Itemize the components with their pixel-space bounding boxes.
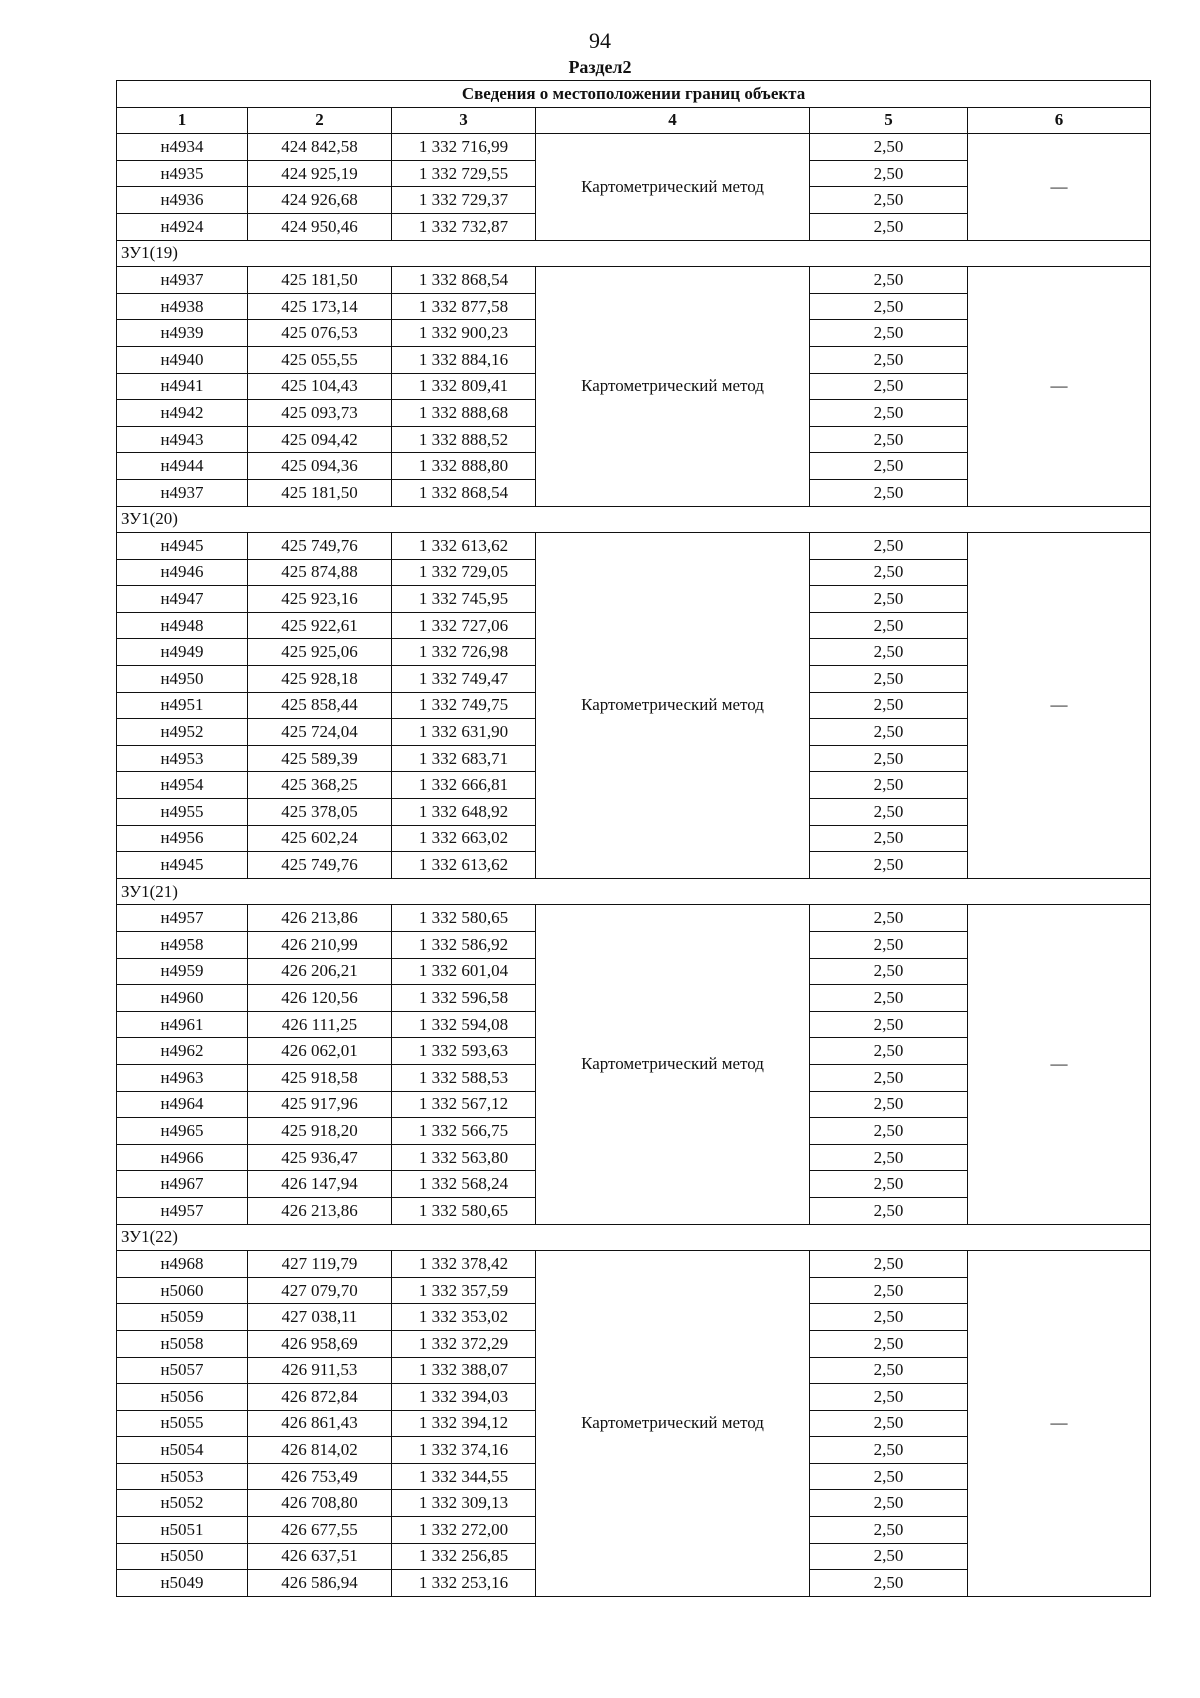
x-coordinate-cell: 425 858,44 bbox=[248, 692, 392, 719]
accuracy-cell: 2,50 bbox=[810, 772, 968, 799]
x-coordinate-cell: 425 724,04 bbox=[248, 719, 392, 746]
y-coordinate-cell: 1 332 868,54 bbox=[392, 267, 536, 294]
point-id-cell: н4947 bbox=[117, 586, 248, 613]
x-coordinate-cell: 426 637,51 bbox=[248, 1543, 392, 1570]
point-id-cell: н5058 bbox=[117, 1330, 248, 1357]
y-coordinate-cell: 1 332 663,02 bbox=[392, 825, 536, 852]
y-coordinate-cell: 1 332 888,80 bbox=[392, 453, 536, 480]
x-coordinate-cell: 424 925,19 bbox=[248, 160, 392, 187]
point-id-cell: н4945 bbox=[117, 533, 248, 560]
point-id-cell: н5052 bbox=[117, 1490, 248, 1517]
accuracy-cell: 2,50 bbox=[810, 1330, 968, 1357]
x-coordinate-cell: 425 922,61 bbox=[248, 612, 392, 639]
point-id-cell: н4937 bbox=[117, 479, 248, 506]
accuracy-cell: 2,50 bbox=[810, 745, 968, 772]
accuracy-cell: 2,50 bbox=[810, 1144, 968, 1171]
y-coordinate-cell: 1 332 394,03 bbox=[392, 1384, 536, 1411]
accuracy-cell: 2,50 bbox=[810, 1543, 968, 1570]
x-coordinate-cell: 425 094,42 bbox=[248, 426, 392, 453]
x-coordinate-cell: 424 950,46 bbox=[248, 213, 392, 240]
y-coordinate-cell: 1 332 868,54 bbox=[392, 479, 536, 506]
y-coordinate-cell: 1 332 888,68 bbox=[392, 400, 536, 427]
y-coordinate-cell: 1 332 580,65 bbox=[392, 905, 536, 932]
point-id-cell: н4949 bbox=[117, 639, 248, 666]
y-coordinate-cell: 1 332 580,65 bbox=[392, 1197, 536, 1224]
accuracy-cell: 2,50 bbox=[810, 1384, 968, 1411]
y-coordinate-cell: 1 332 900,23 bbox=[392, 320, 536, 347]
accuracy-cell: 2,50 bbox=[810, 1437, 968, 1464]
x-coordinate-cell: 425 917,96 bbox=[248, 1091, 392, 1118]
accuracy-cell: 2,50 bbox=[810, 1570, 968, 1597]
group-label: ЗУ1(21) bbox=[117, 878, 1151, 905]
point-id-cell: н4954 bbox=[117, 772, 248, 799]
table-row bbox=[117, 267, 1151, 294]
y-coordinate-cell: 1 332 594,08 bbox=[392, 1011, 536, 1038]
point-id-cell: н4946 bbox=[117, 559, 248, 586]
point-id-cell: н4966 bbox=[117, 1144, 248, 1171]
x-coordinate-cell: 426 111,25 bbox=[248, 1011, 392, 1038]
group-row bbox=[117, 1224, 1151, 1251]
accuracy-cell: 2,50 bbox=[810, 1517, 968, 1544]
table-caption: Сведения о местоположении границ объекта bbox=[117, 81, 1151, 108]
x-coordinate-cell: 425 181,50 bbox=[248, 479, 392, 506]
accuracy-cell: 2,50 bbox=[810, 134, 968, 161]
y-coordinate-cell: 1 332 253,16 bbox=[392, 1570, 536, 1597]
point-id-cell: н5050 bbox=[117, 1543, 248, 1570]
x-coordinate-cell: 425 055,55 bbox=[248, 346, 392, 373]
y-coordinate-cell: 1 332 613,62 bbox=[392, 533, 536, 560]
y-coordinate-cell: 1 332 357,59 bbox=[392, 1277, 536, 1304]
x-coordinate-cell: 425 104,43 bbox=[248, 373, 392, 400]
y-coordinate-cell: 1 332 378,42 bbox=[392, 1251, 536, 1278]
accuracy-cell: 2,50 bbox=[810, 852, 968, 879]
x-coordinate-cell: 426 147,94 bbox=[248, 1171, 392, 1198]
x-coordinate-cell: 425 076,53 bbox=[248, 320, 392, 347]
y-coordinate-cell: 1 332 272,00 bbox=[392, 1517, 536, 1544]
y-coordinate-cell: 1 332 388,07 bbox=[392, 1357, 536, 1384]
x-coordinate-cell: 425 925,06 bbox=[248, 639, 392, 666]
x-coordinate-cell: 425 589,39 bbox=[248, 745, 392, 772]
point-id-cell: н5055 bbox=[117, 1410, 248, 1437]
y-coordinate-cell: 1 332 888,52 bbox=[392, 426, 536, 453]
accuracy-cell: 2,50 bbox=[810, 1410, 968, 1437]
accuracy-cell: 2,50 bbox=[810, 719, 968, 746]
accuracy-cell: 2,50 bbox=[810, 692, 968, 719]
table-row bbox=[117, 134, 1151, 161]
y-coordinate-cell: 1 332 729,55 bbox=[392, 160, 536, 187]
y-coordinate-cell: 1 332 727,06 bbox=[392, 612, 536, 639]
point-id-cell: н4924 bbox=[117, 213, 248, 240]
x-coordinate-cell: 427 119,79 bbox=[248, 1251, 392, 1278]
accuracy-cell: 2,50 bbox=[810, 479, 968, 506]
table-header-row bbox=[117, 107, 1151, 134]
point-id-cell: н5049 bbox=[117, 1570, 248, 1597]
column-6-dash-cell: — bbox=[968, 1251, 1151, 1597]
y-coordinate-cell: 1 332 732,87 bbox=[392, 213, 536, 240]
point-id-cell: н4957 bbox=[117, 905, 248, 932]
y-coordinate-cell: 1 332 256,85 bbox=[392, 1543, 536, 1570]
y-coordinate-cell: 1 332 353,02 bbox=[392, 1304, 536, 1331]
method-cell: Картометрический метод bbox=[536, 134, 810, 240]
table-row bbox=[117, 1251, 1151, 1278]
page-number: 94 bbox=[589, 28, 611, 53]
x-coordinate-cell: 425 173,14 bbox=[248, 293, 392, 320]
y-coordinate-cell: 1 332 631,90 bbox=[392, 719, 536, 746]
column-6-dash-cell: — bbox=[968, 533, 1151, 879]
method-cell: Картометрический метод bbox=[536, 533, 810, 879]
point-id-cell: н4944 bbox=[117, 453, 248, 480]
y-coordinate-cell: 1 332 586,92 bbox=[392, 932, 536, 959]
accuracy-cell: 2,50 bbox=[810, 639, 968, 666]
point-id-cell: н4945 bbox=[117, 852, 248, 879]
x-coordinate-cell: 426 677,55 bbox=[248, 1517, 392, 1544]
accuracy-cell: 2,50 bbox=[810, 1197, 968, 1224]
x-coordinate-cell: 425 378,05 bbox=[248, 799, 392, 826]
group-label: ЗУ1(20) bbox=[117, 506, 1151, 533]
y-coordinate-cell: 1 332 683,71 bbox=[392, 745, 536, 772]
y-coordinate-cell: 1 332 566,75 bbox=[392, 1118, 536, 1145]
y-coordinate-cell: 1 332 809,41 bbox=[392, 373, 536, 400]
y-coordinate-cell: 1 332 344,55 bbox=[392, 1463, 536, 1490]
accuracy-cell: 2,50 bbox=[810, 160, 968, 187]
method-cell: Картометрический метод bbox=[536, 1251, 810, 1597]
y-coordinate-cell: 1 332 726,98 bbox=[392, 639, 536, 666]
x-coordinate-cell: 426 062,01 bbox=[248, 1038, 392, 1065]
x-coordinate-cell: 427 038,11 bbox=[248, 1304, 392, 1331]
y-coordinate-cell: 1 332 877,58 bbox=[392, 293, 536, 320]
accuracy-cell: 2,50 bbox=[810, 426, 968, 453]
point-id-cell: н4938 bbox=[117, 293, 248, 320]
point-id-cell: н4941 bbox=[117, 373, 248, 400]
accuracy-cell: 2,50 bbox=[810, 1357, 968, 1384]
accuracy-cell: 2,50 bbox=[810, 1171, 968, 1198]
point-id-cell: н4948 bbox=[117, 612, 248, 639]
y-coordinate-cell: 1 332 666,81 bbox=[392, 772, 536, 799]
point-id-cell: н5059 bbox=[117, 1304, 248, 1331]
accuracy-cell: 2,50 bbox=[810, 1011, 968, 1038]
x-coordinate-cell: 426 206,21 bbox=[248, 958, 392, 985]
x-coordinate-cell: 425 094,36 bbox=[248, 453, 392, 480]
point-id-cell: н4951 bbox=[117, 692, 248, 719]
point-id-cell: н4957 bbox=[117, 1197, 248, 1224]
x-coordinate-cell: 426 861,43 bbox=[248, 1410, 392, 1437]
point-id-cell: н4962 bbox=[117, 1038, 248, 1065]
accuracy-cell: 2,50 bbox=[810, 586, 968, 613]
y-coordinate-cell: 1 332 749,47 bbox=[392, 666, 536, 693]
x-coordinate-cell: 425 918,20 bbox=[248, 1118, 392, 1145]
accuracy-cell: 2,50 bbox=[810, 1304, 968, 1331]
header-cell-3: 3 bbox=[392, 107, 536, 134]
x-coordinate-cell: 425 923,16 bbox=[248, 586, 392, 613]
column-6-dash-cell: — bbox=[968, 267, 1151, 506]
y-coordinate-cell: 1 332 884,16 bbox=[392, 346, 536, 373]
x-coordinate-cell: 425 181,50 bbox=[248, 267, 392, 294]
point-id-cell: н4940 bbox=[117, 346, 248, 373]
point-id-cell: н5060 bbox=[117, 1277, 248, 1304]
accuracy-cell: 2,50 bbox=[810, 958, 968, 985]
accuracy-cell: 2,50 bbox=[810, 1064, 968, 1091]
point-id-cell: н4936 bbox=[117, 187, 248, 214]
group-row bbox=[117, 878, 1151, 905]
x-coordinate-cell: 425 874,88 bbox=[248, 559, 392, 586]
point-id-cell: н4953 bbox=[117, 745, 248, 772]
point-id-cell: н4967 bbox=[117, 1171, 248, 1198]
x-coordinate-cell: 424 842,58 bbox=[248, 134, 392, 161]
accuracy-cell: 2,50 bbox=[810, 267, 968, 294]
accuracy-cell: 2,50 bbox=[810, 373, 968, 400]
accuracy-cell: 2,50 bbox=[810, 666, 968, 693]
x-coordinate-cell: 426 872,84 bbox=[248, 1384, 392, 1411]
y-coordinate-cell: 1 332 567,12 bbox=[392, 1091, 536, 1118]
table-row bbox=[117, 905, 1151, 932]
y-coordinate-cell: 1 332 372,29 bbox=[392, 1330, 536, 1357]
accuracy-cell: 2,50 bbox=[810, 825, 968, 852]
x-coordinate-cell: 425 749,76 bbox=[248, 852, 392, 879]
x-coordinate-cell: 425 093,73 bbox=[248, 400, 392, 427]
x-coordinate-cell: 426 213,86 bbox=[248, 905, 392, 932]
accuracy-cell: 2,50 bbox=[810, 932, 968, 959]
accuracy-cell: 2,50 bbox=[810, 1091, 968, 1118]
x-coordinate-cell: 425 936,47 bbox=[248, 1144, 392, 1171]
x-coordinate-cell: 426 911,53 bbox=[248, 1357, 392, 1384]
x-coordinate-cell: 425 368,25 bbox=[248, 772, 392, 799]
x-coordinate-cell: 424 926,68 bbox=[248, 187, 392, 214]
x-coordinate-cell: 425 602,24 bbox=[248, 825, 392, 852]
x-coordinate-cell: 426 120,56 bbox=[248, 985, 392, 1012]
point-id-cell: н4952 bbox=[117, 719, 248, 746]
column-6-dash-cell: — bbox=[968, 134, 1151, 240]
y-coordinate-cell: 1 332 309,13 bbox=[392, 1490, 536, 1517]
y-coordinate-cell: 1 332 613,62 bbox=[392, 852, 536, 879]
method-cell: Картометрический метод bbox=[536, 905, 810, 1224]
y-coordinate-cell: 1 332 745,95 bbox=[392, 586, 536, 613]
accuracy-cell: 2,50 bbox=[810, 1277, 968, 1304]
table-row bbox=[117, 533, 1151, 560]
x-coordinate-cell: 425 918,58 bbox=[248, 1064, 392, 1091]
section-title: Раздел2 bbox=[568, 57, 632, 77]
point-id-cell: н4968 bbox=[117, 1251, 248, 1278]
x-coordinate-cell: 426 814,02 bbox=[248, 1437, 392, 1464]
y-coordinate-cell: 1 332 588,53 bbox=[392, 1064, 536, 1091]
x-coordinate-cell: 425 749,76 bbox=[248, 533, 392, 560]
accuracy-cell: 2,50 bbox=[810, 320, 968, 347]
point-id-cell: н4950 bbox=[117, 666, 248, 693]
point-id-cell: н5053 bbox=[117, 1463, 248, 1490]
point-id-cell: н4934 bbox=[117, 134, 248, 161]
point-id-cell: н4958 bbox=[117, 932, 248, 959]
point-id-cell: н5056 bbox=[117, 1384, 248, 1411]
x-coordinate-cell: 427 079,70 bbox=[248, 1277, 392, 1304]
point-id-cell: н5051 bbox=[117, 1517, 248, 1544]
point-id-cell: н4939 bbox=[117, 320, 248, 347]
point-id-cell: н4942 bbox=[117, 400, 248, 427]
group-label: ЗУ1(22) bbox=[117, 1224, 1151, 1251]
accuracy-cell: 2,50 bbox=[810, 400, 968, 427]
accuracy-cell: 2,50 bbox=[810, 612, 968, 639]
accuracy-cell: 2,50 bbox=[810, 1251, 968, 1278]
y-coordinate-cell: 1 332 601,04 bbox=[392, 958, 536, 985]
y-coordinate-cell: 1 332 563,80 bbox=[392, 1144, 536, 1171]
accuracy-cell: 2,50 bbox=[810, 293, 968, 320]
header-cell-6: 6 bbox=[968, 107, 1151, 134]
x-coordinate-cell: 426 210,99 bbox=[248, 932, 392, 959]
accuracy-cell: 2,50 bbox=[810, 533, 968, 560]
accuracy-cell: 2,50 bbox=[810, 559, 968, 586]
accuracy-cell: 2,50 bbox=[810, 1463, 968, 1490]
group-row bbox=[117, 240, 1151, 267]
accuracy-cell: 2,50 bbox=[810, 1038, 968, 1065]
y-coordinate-cell: 1 332 596,58 bbox=[392, 985, 536, 1012]
y-coordinate-cell: 1 332 648,92 bbox=[392, 799, 536, 826]
point-id-cell: н4943 bbox=[117, 426, 248, 453]
point-id-cell: н4965 bbox=[117, 1118, 248, 1145]
accuracy-cell: 2,50 bbox=[810, 213, 968, 240]
group-label: ЗУ1(19) bbox=[117, 240, 1151, 267]
point-id-cell: н4959 bbox=[117, 958, 248, 985]
accuracy-cell: 2,50 bbox=[810, 985, 968, 1012]
point-id-cell: н5057 bbox=[117, 1357, 248, 1384]
y-coordinate-cell: 1 332 729,05 bbox=[392, 559, 536, 586]
method-cell: Картометрический метод bbox=[536, 267, 810, 506]
accuracy-cell: 2,50 bbox=[810, 1490, 968, 1517]
boundary-coordinates-table bbox=[116, 80, 1151, 1597]
accuracy-cell: 2,50 bbox=[810, 799, 968, 826]
accuracy-cell: 2,50 bbox=[810, 1118, 968, 1145]
x-coordinate-cell: 425 928,18 bbox=[248, 666, 392, 693]
point-id-cell: н4964 bbox=[117, 1091, 248, 1118]
accuracy-cell: 2,50 bbox=[810, 187, 968, 214]
point-id-cell: н4960 bbox=[117, 985, 248, 1012]
y-coordinate-cell: 1 332 593,63 bbox=[392, 1038, 536, 1065]
y-coordinate-cell: 1 332 568,24 bbox=[392, 1171, 536, 1198]
x-coordinate-cell: 426 213,86 bbox=[248, 1197, 392, 1224]
accuracy-cell: 2,50 bbox=[810, 453, 968, 480]
y-coordinate-cell: 1 332 394,12 bbox=[392, 1410, 536, 1437]
x-coordinate-cell: 426 753,49 bbox=[248, 1463, 392, 1490]
point-id-cell: н4961 bbox=[117, 1011, 248, 1038]
point-id-cell: н4955 bbox=[117, 799, 248, 826]
group-row bbox=[117, 506, 1151, 533]
point-id-cell: н4937 bbox=[117, 267, 248, 294]
y-coordinate-cell: 1 332 729,37 bbox=[392, 187, 536, 214]
accuracy-cell: 2,50 bbox=[810, 905, 968, 932]
header-cell-1: 1 bbox=[117, 107, 248, 134]
point-id-cell: н4935 bbox=[117, 160, 248, 187]
point-id-cell: н5054 bbox=[117, 1437, 248, 1464]
header-cell-5: 5 bbox=[810, 107, 968, 134]
x-coordinate-cell: 426 708,80 bbox=[248, 1490, 392, 1517]
accuracy-cell: 2,50 bbox=[810, 346, 968, 373]
point-id-cell: н4963 bbox=[117, 1064, 248, 1091]
x-coordinate-cell: 426 958,69 bbox=[248, 1330, 392, 1357]
y-coordinate-cell: 1 332 749,75 bbox=[392, 692, 536, 719]
y-coordinate-cell: 1 332 374,16 bbox=[392, 1437, 536, 1464]
header-cell-2: 2 bbox=[248, 107, 392, 134]
x-coordinate-cell: 426 586,94 bbox=[248, 1570, 392, 1597]
header-cell-4: 4 bbox=[536, 107, 810, 134]
point-id-cell: н4956 bbox=[117, 825, 248, 852]
column-6-dash-cell: — bbox=[968, 905, 1151, 1224]
y-coordinate-cell: 1 332 716,99 bbox=[392, 134, 536, 161]
